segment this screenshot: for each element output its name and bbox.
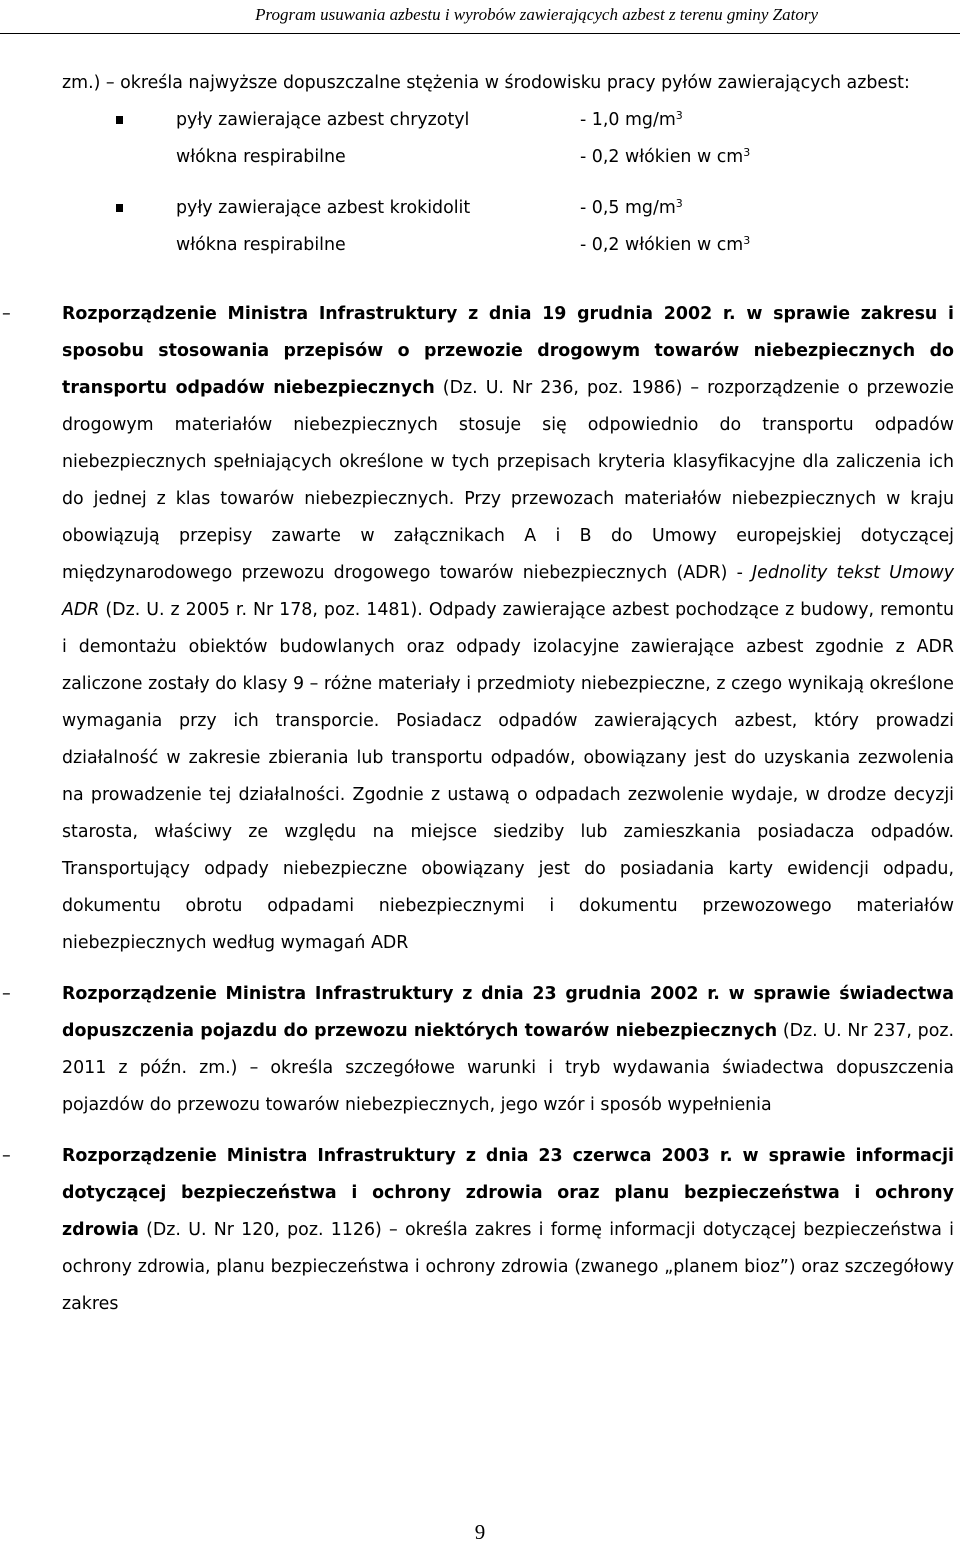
limit-row xyxy=(62,190,954,227)
limit-row xyxy=(62,102,954,139)
square-bullet-icon xyxy=(116,116,123,124)
limit-row xyxy=(62,139,954,176)
regulation-italic: Jednolity tekst Umowy ADR xyxy=(62,563,954,620)
page-body xyxy=(2,65,955,1323)
regulation-text-cont: (Dz. U. z 2005 r. Nr 178, poz. 1481). Odpady zawierające azbest pochodzące z budowy, remontu i demontażu obiektów budowlanych oraz odpady izolacyjne zawierające azbest zgodnie z ADR zaliczone zostały do klasy 9 – różne materiały i przedmioty niebezpieczne, z czego wynikają określone wymagania przy ich transporcie. Posiadacz odpadów zawierających azbest, który prowadzi działalność w zakresie zbierania lub transportu odpadów, obowiązany jest do uzyskania zezwolenia na prowadzenie tej działalności. Zgodnie z ustawą o odpadach zezwolenie wydaje, w drodze decyzji starosta, właściwy ze względu na miejsce siedziby lub zamieszkania posiadacza odpadów. Transportujący odpady niebezpieczne obowiązany jest do posiadania karty ewidencji odpadu, dokumentu obrotu odpadami niebezpiecznymi i dokumentu przewozowego materiałów niebezpiecznych według wymagań ADR xyxy=(62,600,954,953)
regulation-title: Rozporządzenie Ministra Infrastruktury z dnia 19 grudnia 2002 r. w sprawie zakresu i sposobu stosowania przepisów o przewozie drogowym towarów niebezpiecznych do transportu odpadów niebezpiecznych xyxy=(62,304,954,398)
dash-marker: – xyxy=(2,1146,11,1166)
superscript: 3 xyxy=(675,109,683,122)
superscript: 3 xyxy=(675,197,683,210)
limit-value: - 0,2 włókien w $cm^3$ xyxy=(580,146,751,167)
limit-label: włókna respirabilne xyxy=(176,147,346,167)
regulation-item xyxy=(2,296,955,962)
limit-value: - 0,2 włókien w $cm^3$ xyxy=(580,234,751,255)
running-header xyxy=(0,0,960,34)
running-title: Program usuwania azbestu i wyrobów zawierających azbest z terenu gminy Zatory xyxy=(255,5,818,24)
page-number: 9 xyxy=(474,1520,486,1544)
limit-label: pyły zawierające azbest krokidolit xyxy=(176,198,471,218)
limit-label: pyły zawierające azbest chryzotyl xyxy=(176,110,470,130)
square-bullet-icon xyxy=(116,204,123,212)
limit-value: - 0,5 $mg/m^3$ xyxy=(580,197,683,218)
superscript: 3 xyxy=(743,234,751,247)
regulation-text: (Dz. U. Nr 120, poz. 1126) – określa zakres i formę informacji dotyczącej bezpieczeństwa i ochrony zdrowia, planu bezpieczeństwa i ochrony zdrowia (zwanego „planem bioz”) oraz szczegółowy zakres xyxy=(62,1220,954,1314)
regulation-item xyxy=(2,1138,954,1323)
limit-value: - 1,0 $mg/m^3$ xyxy=(580,109,683,130)
intro-paragraph xyxy=(62,65,954,102)
limit-label: włókna respirabilne xyxy=(176,235,346,255)
regulation-text: (Dz. U. Nr 236, poz. 1986) – rozporządzenie o przewozie drogowym materiałów niebezpiecznych stosuje się odpowiednio do transportu odpadów niebezpiecznych spełniających określone w tych przepisach kryteria klasyfikacyjne dla zaliczenia ich do jednej z klas towarów niebezpiecznych. Przy przewozach materiałów niebezpiecznych w kraju obowiązują przepisy zawarte w załącznikach A i B do Umowy europejskiej dotyczącej międzynarodowego przewozu drogowego towarów niebezpiecznych (ADR) - xyxy=(62,378,955,583)
dash-marker: – xyxy=(2,984,11,1004)
superscript: 3 xyxy=(743,146,751,159)
regulation-title: Rozporządzenie Ministra Infrastruktury z dnia 23 czerwca 2003 r. w sprawie informacji dotyczącej bezpieczeństwa i ochrony zdrowia oraz planu bezpieczeństwa i ochrony zdrowia xyxy=(62,1146,954,1240)
regulation-item xyxy=(2,976,954,1124)
intro-text: zm.) – określa najwyższe dopuszczalne stężenia w środowisku pracy pyłów zawierających azbest: xyxy=(62,73,910,93)
regulation-title: Rozporządzenie Ministra Infrastruktury z dnia 23 grudnia 2002 r. w sprawie świadectwa dopuszczenia pojazdu do przewozu niektórych towarów niebezpiecznych xyxy=(62,984,954,1041)
limits-list xyxy=(62,102,954,264)
limit-row xyxy=(62,227,954,264)
dash-marker: – xyxy=(2,304,11,324)
regulation-text: (Dz. U. Nr 237, poz. 2011 z późn. zm.) – określa szczegółowe warunki i tryb wydawania świadectwa dopuszczenia pojazdów do przewozu towarów niebezpiecznych, jego wzór i sposób wypełnienia xyxy=(62,1021,954,1115)
